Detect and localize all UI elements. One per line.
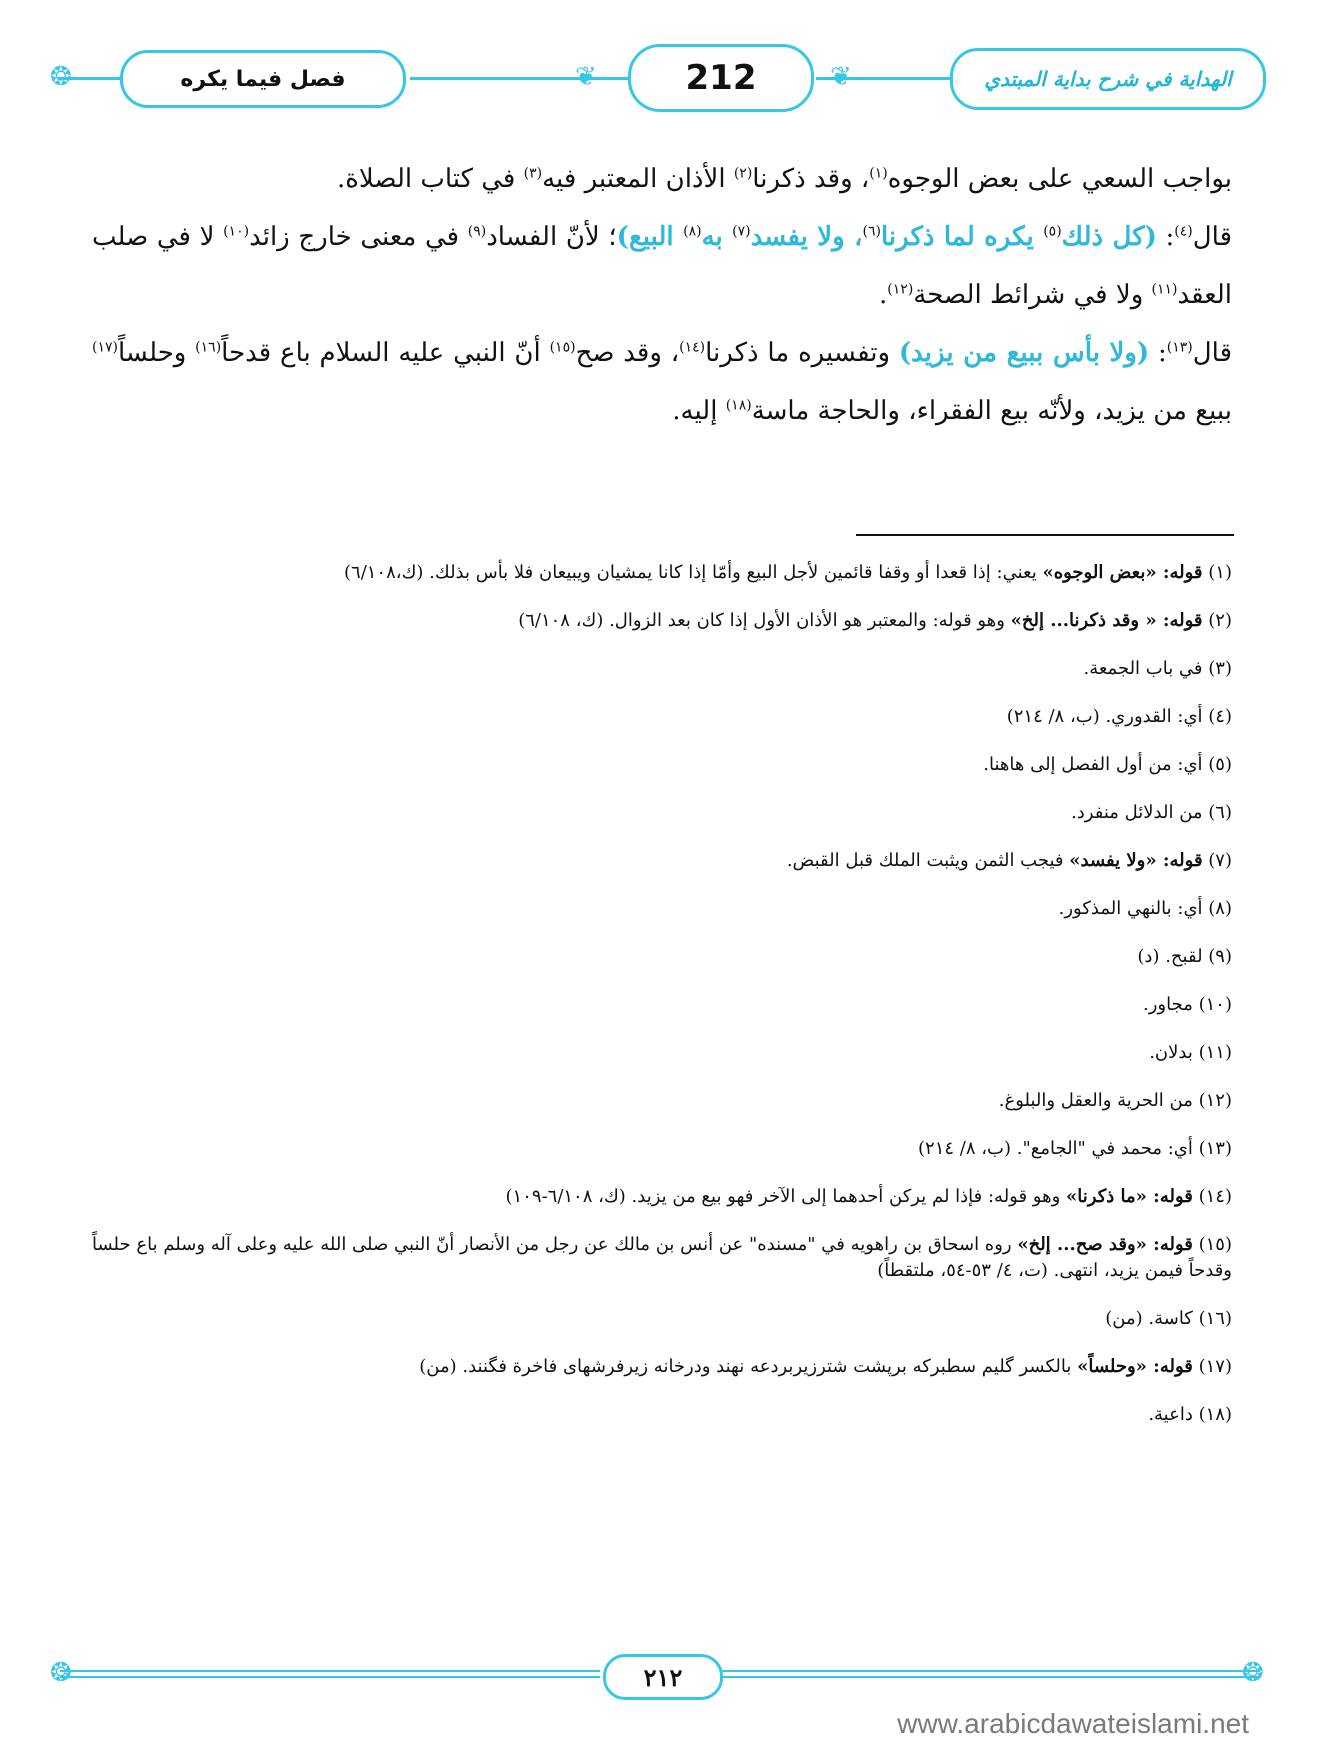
- footnote-text: وهو قوله: فإذا لم يركن أحدهما إلى الآخر فهو بيع من يزيد. (ك، ٦/١٠٨-١٠٩): [505, 1186, 1067, 1207]
- matn-highlight: البيع): [616, 222, 684, 252]
- footnote-item: [92, 1040, 1232, 1066]
- matn-highlight: (كل ذلك: [1061, 222, 1157, 252]
- page-header: [50, 44, 1269, 114]
- ornament-icon: ❂: [1242, 1658, 1264, 1688]
- section-title: فصل فيما يكره: [120, 50, 406, 108]
- footnote-item: [92, 896, 1232, 922]
- footnote-ref: (١٣): [1166, 339, 1193, 356]
- footnote-text: بالكسر گليم سطبركه برپشت شترزيربردعه نهند ودرخانه زيرفرشهاى فاخرة فگنند. (من): [419, 1356, 1078, 1377]
- main-paragraph: [92, 324, 1232, 440]
- footnote-text: (٥) أي: من أول الفصل إلى هاهنا.: [983, 754, 1232, 775]
- text-segment: ؛ لأنّ الفساد: [486, 222, 617, 252]
- footnote-ref: (١١): [1151, 281, 1178, 298]
- footnote-text: (١٨) داعية.: [1148, 1404, 1232, 1425]
- footnote-text: (٣) في باب الجمعة.: [1083, 658, 1232, 679]
- footnote-item: [92, 560, 1232, 586]
- ornament-icon: ❂: [50, 1658, 72, 1688]
- text-segment: قال: [1192, 338, 1232, 368]
- footnote-item: [92, 1184, 1232, 1210]
- main-text: [92, 150, 1232, 440]
- footnote-lemma: قوله: «ولا يفسد»: [1069, 850, 1203, 871]
- footnote-ref: (٣): [523, 165, 543, 182]
- footnote-ref: (٩): [467, 223, 487, 240]
- text-segment: ، وقد صح: [575, 338, 680, 368]
- footnote-text: (١٧): [1192, 1356, 1232, 1377]
- footnote-text: (٢): [1202, 610, 1232, 631]
- text-segment: ولا في شرائط الصحة: [913, 280, 1152, 310]
- footnote-text: (٤) أي: القدوري. (ب، ٨/ ٢١٤): [1006, 706, 1232, 727]
- footnote-text: (١٥): [1192, 1234, 1232, 1255]
- footnote-text: فيجب الثمن ويثبت الملك قبل القبض.: [786, 850, 1070, 871]
- footnote-ref: (٨): [683, 223, 702, 240]
- footnote-text: روه اسحاق بن راهويه في "مسنده" عن أنس بن مالك عن رجل من الأنصار أنّ النبي صلى الله عليه وعلى آله وسلم باع حلساً وقدحاً فيمن يزيد، انتهى. (ت، ٤/ ٥٣-٥٤، ملتقطاً): [92, 1234, 1232, 1281]
- ornament-icon: ❦: [575, 62, 597, 92]
- footnote-text: (١): [1202, 562, 1232, 583]
- footnote-text: (١٤): [1192, 1186, 1232, 1207]
- text-segment: :: [1156, 222, 1175, 252]
- footnote-ref: (١٨): [725, 397, 752, 414]
- footnote-text: وهو قوله: والمعتبر هو الأذان الأول إذا كان بعد الزوال. (ك، ٦/١٠٨): [518, 610, 1011, 631]
- footer-rule: [720, 1676, 1260, 1678]
- ornament-icon: ❦: [830, 62, 852, 92]
- text-segment: وحلساً: [117, 338, 196, 368]
- footnote-ref: (٦): [862, 223, 881, 240]
- footnote-separator: [856, 534, 1234, 536]
- footnote-item: [92, 1088, 1232, 1114]
- text-segment: لا في صلب العقد: [92, 222, 1232, 310]
- footnote-item: [92, 1354, 1232, 1380]
- page-footer: [50, 1654, 1269, 1696]
- footnote-item: [92, 848, 1232, 874]
- page-number-bottom: ٢١٢: [603, 1654, 723, 1700]
- text-segment: إليه.: [672, 396, 726, 426]
- footnote-item: [92, 800, 1232, 826]
- footnote-item: [92, 752, 1232, 778]
- footnote-text: (٨) أي: بالنهي المذكور.: [1058, 898, 1232, 919]
- text-segment: .: [879, 280, 888, 310]
- book-title-logo: الهداية في شرح بداية المبتدي: [950, 48, 1266, 110]
- text-segment: في معنى خارج زائد: [249, 222, 468, 252]
- footnote-text: (١١) بدلان.: [1149, 1042, 1232, 1063]
- matn-highlight: (ولا بأس ببيع من يزيد): [898, 338, 1150, 368]
- footnote-item: [92, 1232, 1232, 1284]
- text-segment: أنّ النبي عليه السلام باع قدحاً: [221, 338, 550, 368]
- footnote-ref: (٧): [732, 223, 751, 240]
- footnote-text: يعني: إذا قعدا أو وقفا قائمين لأجل البيع وأمّا إذا كانا يمشيان ويبيعان فلا بأس بذلك. (ك،٦/١٠٨): [344, 562, 1043, 583]
- footnote-item: [92, 1306, 1232, 1332]
- footnotes: [92, 560, 1232, 1428]
- matn-highlight: يكره لما ذكرنا: [880, 222, 1044, 252]
- footnote-lemma: قوله: «وحلساً»: [1077, 1356, 1193, 1377]
- footnote-text: (٩) لقبح. (د): [1137, 946, 1232, 967]
- footnote-ref: (١٠): [223, 223, 250, 240]
- text-segment: قال: [1192, 222, 1232, 252]
- footnote-item: [92, 1136, 1232, 1162]
- text-segment: ، وقد ذكرنا: [752, 164, 870, 194]
- footnote-ref: (٥): [1043, 223, 1062, 240]
- footer-rule: [720, 1670, 1260, 1672]
- main-paragraph: [92, 150, 1232, 208]
- website-url[interactable]: www.arabicdawateislami.net: [897, 1708, 1249, 1739]
- footnote-ref: (١٤): [679, 339, 706, 356]
- footnote-text: (١٢) من الحرية والعقل والبلوغ.: [998, 1090, 1232, 1111]
- footer-rule: [60, 1670, 600, 1672]
- footnote-ref: (١٦): [195, 339, 222, 356]
- footnote-ref: (١٧): [92, 339, 118, 356]
- text-segment: :: [1149, 338, 1167, 368]
- matn-highlight: به: [701, 222, 733, 252]
- page-number-top: 212: [628, 44, 814, 112]
- footnote-item: [92, 656, 1232, 682]
- footnote-ref: (١٥): [549, 339, 576, 356]
- matn-highlight: ، ولا يفسد: [750, 222, 863, 252]
- footnote-item: [92, 608, 1232, 634]
- footnote-text: (١٣) أي: محمد في "الجامع". (ب، ٨/ ٢١٤): [918, 1138, 1232, 1159]
- footnote-text: (٦) من الدلائل منفرد.: [1071, 802, 1232, 823]
- text-segment: الأذان المعتبر فيه: [542, 164, 734, 194]
- footnote-item: [92, 992, 1232, 1018]
- footnote-lemma: قوله: « وقد ذكرنا... إلخ»: [1010, 610, 1203, 631]
- main-paragraph: [92, 208, 1232, 324]
- footnote-item: [92, 1402, 1232, 1428]
- footnote-lemma: قوله: «وقد صح... إلخ»: [1017, 1234, 1193, 1255]
- footnote-text: (١٦) كاسة. (من): [1105, 1308, 1232, 1329]
- footnote-text: (١٠) مجاور.: [1143, 994, 1232, 1015]
- footnote-lemma: قوله: «ما ذكرنا»: [1066, 1186, 1193, 1207]
- text-segment: بواجب السعي على بعض الوجوه: [887, 164, 1232, 194]
- footnote-ref: (١): [869, 165, 888, 182]
- footnote-text: (٧): [1202, 850, 1232, 871]
- footnote-ref: (٤): [1174, 223, 1193, 240]
- text-segment: ببيع من يزيد، ولأنّه بيع الفقراء، والحاجة ماسة: [751, 396, 1232, 426]
- footnote-ref: (١٢): [887, 281, 914, 298]
- footnote-item: [92, 944, 1232, 970]
- footer-rule: [60, 1676, 600, 1678]
- text-segment: في كتاب الصلاة.: [337, 164, 524, 194]
- text-segment: وتفسيره ما ذكرنا: [705, 338, 899, 368]
- ornament-icon: ❂: [50, 62, 72, 92]
- footnote-lemma: قوله: «بعض الوجوه»: [1042, 562, 1203, 583]
- footnote-item: [92, 704, 1232, 730]
- footnote-ref: (٢): [733, 165, 753, 182]
